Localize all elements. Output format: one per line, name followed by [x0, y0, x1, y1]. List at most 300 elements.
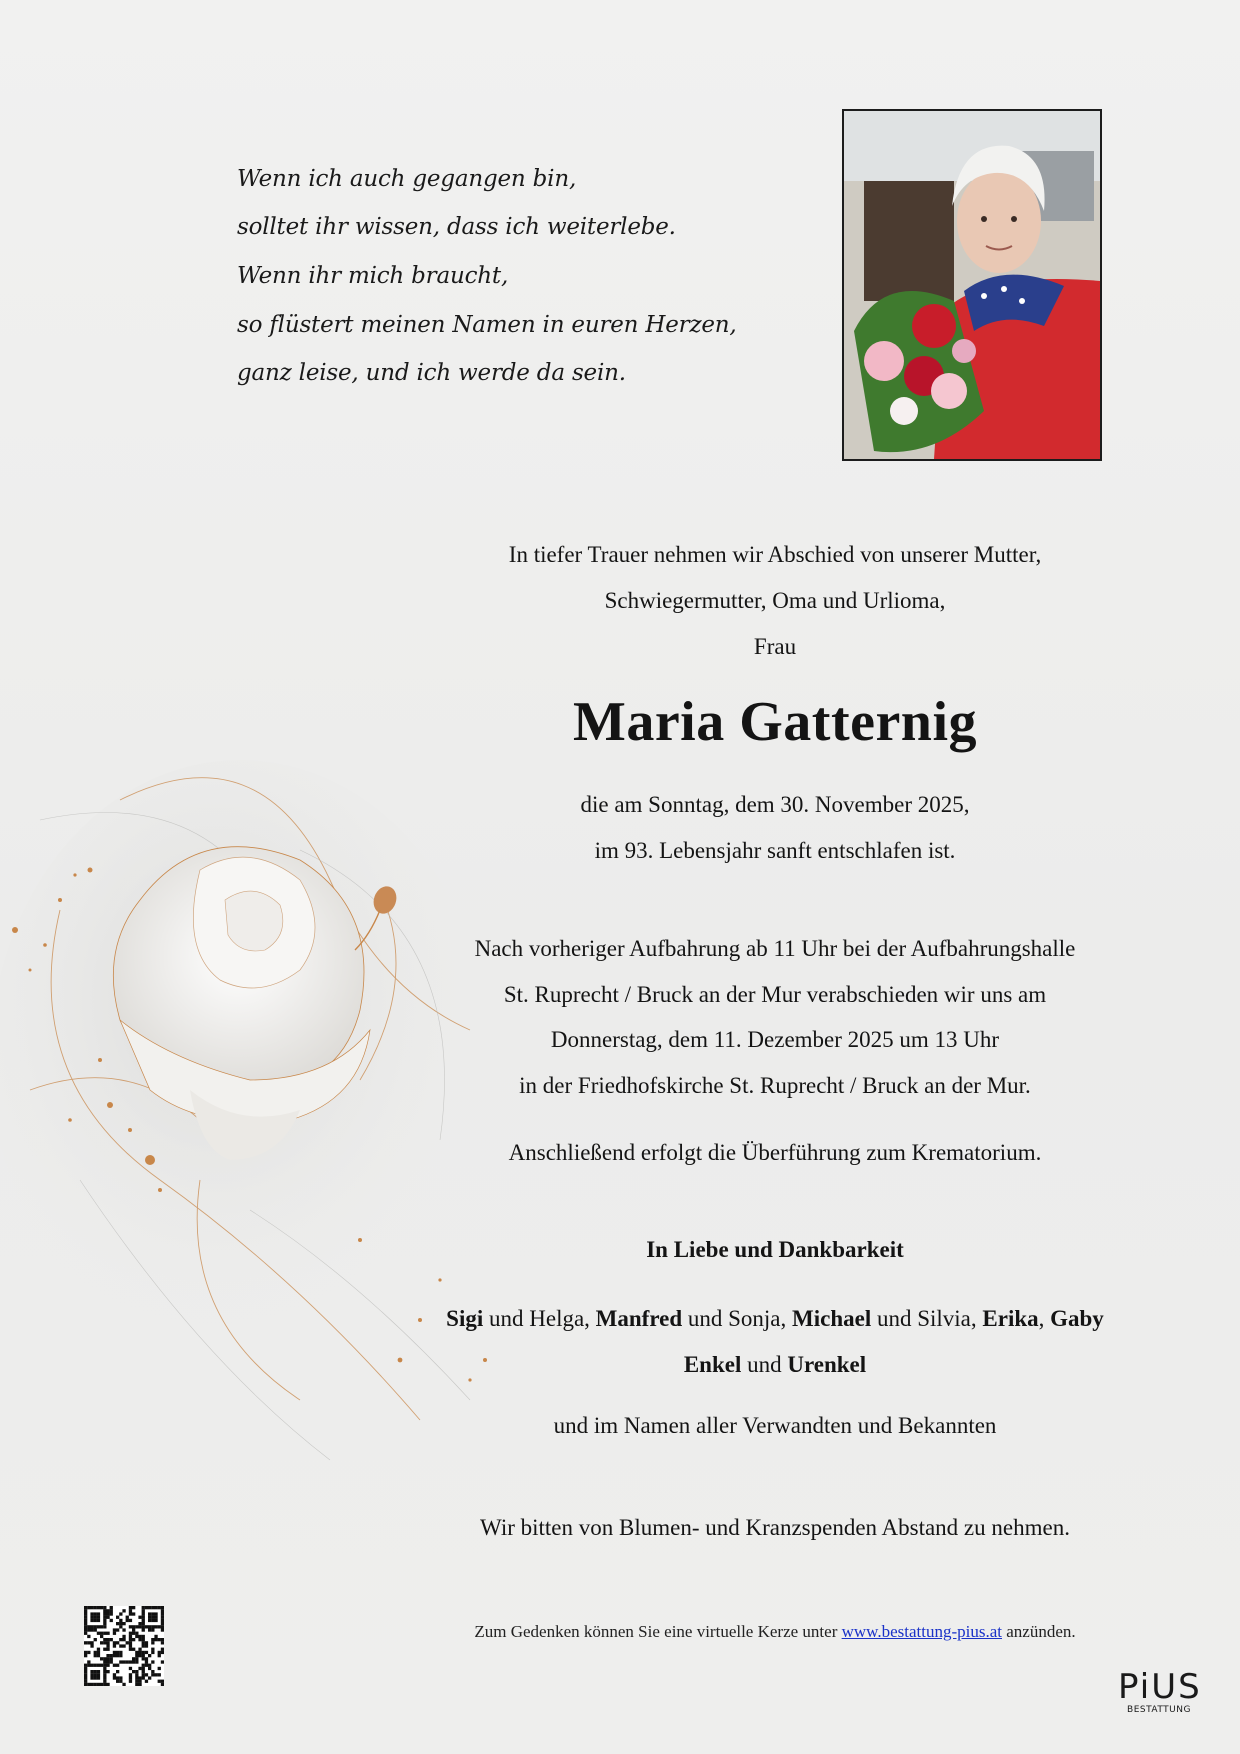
qr-code[interactable] [84, 1606, 164, 1686]
qr-module [94, 1654, 97, 1657]
qr-module [142, 1664, 145, 1667]
qr-module [94, 1670, 97, 1673]
qr-module [90, 1606, 93, 1609]
qr-module [106, 1632, 109, 1635]
qr-module [87, 1641, 90, 1644]
qr-module [145, 1680, 148, 1683]
qr-module [142, 1654, 145, 1657]
qr-module [84, 1628, 87, 1631]
qr-module [84, 1609, 87, 1612]
qr-module [116, 1641, 119, 1644]
qr-module [97, 1664, 100, 1667]
qr-module [103, 1619, 106, 1622]
qr-module [103, 1638, 106, 1641]
qr-module [87, 1628, 90, 1631]
qr-module [103, 1612, 106, 1615]
qr-module [129, 1667, 132, 1670]
qr-module [154, 1619, 157, 1622]
qr-module [129, 1680, 132, 1683]
qr-module [90, 1612, 93, 1615]
qr-module [103, 1673, 106, 1676]
family-name: Erika [982, 1306, 1039, 1331]
qr-module [135, 1651, 138, 1654]
qr-module [129, 1632, 132, 1635]
qr-module [145, 1651, 148, 1654]
qr-module [161, 1641, 164, 1644]
qr-module [129, 1606, 132, 1609]
qr-module [129, 1644, 132, 1647]
qr-module [103, 1667, 106, 1670]
family-connector: und Helga, [483, 1306, 596, 1331]
qr-module [116, 1622, 119, 1625]
family-connector: und [741, 1352, 788, 1377]
qr-module [113, 1628, 116, 1631]
qr-module [103, 1622, 106, 1625]
qr-module [90, 1673, 93, 1676]
qr-module [151, 1673, 154, 1676]
qr-module [119, 1660, 122, 1663]
qr-module [100, 1657, 103, 1660]
qr-module [103, 1670, 106, 1673]
qr-module [90, 1619, 93, 1622]
qr-module [142, 1676, 145, 1679]
qr-module [145, 1625, 148, 1628]
qr-module [90, 1683, 93, 1686]
qr-module [148, 1612, 151, 1615]
qr-module [113, 1641, 116, 1644]
qr-module [84, 1651, 87, 1654]
qr-module [84, 1664, 87, 1667]
qr-module [119, 1619, 122, 1622]
qr-module [90, 1628, 93, 1631]
death-info-line: im 93. Lebensjahr sanft entschlafen ist. [594, 838, 956, 863]
qr-module [94, 1673, 97, 1676]
qr-module [84, 1673, 87, 1676]
qr-module [161, 1651, 164, 1654]
qr-module [132, 1638, 135, 1641]
qr-module [103, 1680, 106, 1683]
qr-module [103, 1606, 106, 1609]
qr-module [142, 1619, 145, 1622]
qr-module [90, 1644, 93, 1647]
qr-module [103, 1683, 106, 1686]
qr-module [122, 1628, 125, 1631]
qr-module [148, 1625, 151, 1628]
qr-module [148, 1619, 151, 1622]
qr-module [145, 1641, 148, 1644]
qr-module [132, 1660, 135, 1663]
qr-module [142, 1635, 145, 1638]
qr-module [142, 1622, 145, 1625]
qr-module [161, 1609, 164, 1612]
qr-module [94, 1625, 97, 1628]
qr-module [154, 1606, 157, 1609]
qr-module [100, 1683, 103, 1686]
qr-module [97, 1683, 100, 1686]
qr-module [106, 1657, 109, 1660]
qr-module [110, 1609, 113, 1612]
portrait-photo [842, 109, 1102, 461]
qr-module [84, 1619, 87, 1622]
qr-module [135, 1680, 138, 1683]
deceased-name: Maria Gatternig [572, 691, 978, 753]
qr-module [110, 1606, 113, 1609]
qr-module [103, 1609, 106, 1612]
qr-module [158, 1606, 161, 1609]
qr-module [154, 1635, 157, 1638]
qr-module [97, 1676, 100, 1679]
qr-module [103, 1676, 106, 1679]
family-name: Enkel [683, 1352, 742, 1377]
qr-module [122, 1609, 125, 1612]
qr-module [119, 1625, 122, 1628]
qr-module [90, 1664, 93, 1667]
qr-module [97, 1670, 100, 1673]
qr-module [122, 1622, 125, 1625]
qr-module [151, 1651, 154, 1654]
qr-module [138, 1680, 141, 1683]
qr-module [87, 1660, 90, 1663]
qr-module [100, 1635, 103, 1638]
qr-module [122, 1644, 125, 1647]
poem-line: solltet ihr wissen, dass ich weiterlebe. [237, 214, 676, 240]
relatives-line: und im Namen aller Verwandten und Bekannten [553, 1413, 997, 1438]
qr-module [138, 1667, 141, 1670]
qr-module [145, 1606, 148, 1609]
qr-module [106, 1660, 109, 1663]
qr-module [142, 1651, 145, 1654]
qr-module [138, 1651, 141, 1654]
qr-module [110, 1660, 113, 1663]
qr-module [106, 1644, 109, 1647]
qr-module [158, 1673, 161, 1676]
qr-module [132, 1632, 135, 1635]
qr-module [142, 1670, 145, 1673]
logo-sub: BESTATTUNG [1127, 1705, 1191, 1715]
qr-module [135, 1660, 138, 1663]
qr-module [110, 1619, 113, 1622]
qr-module [142, 1644, 145, 1647]
qr-module [100, 1641, 103, 1644]
qr-module [94, 1628, 97, 1631]
qr-module [151, 1660, 154, 1663]
qr-module [161, 1648, 164, 1651]
qr-module [90, 1616, 93, 1619]
qr-module [119, 1651, 122, 1654]
family-connector: und Sonja, [682, 1306, 793, 1331]
qr-module [161, 1625, 164, 1628]
qr-module [161, 1680, 164, 1683]
qr-module [87, 1635, 90, 1638]
qr-module [116, 1676, 119, 1679]
qr-module [90, 1641, 93, 1644]
qr-module [129, 1625, 132, 1628]
qr-module [138, 1683, 141, 1686]
qr-module [106, 1612, 109, 1615]
qr-module [135, 1657, 138, 1660]
qr-module [84, 1667, 87, 1670]
qr-module [113, 1632, 116, 1635]
qr-module [142, 1638, 145, 1641]
qr-module [97, 1673, 100, 1676]
qr-module [94, 1683, 97, 1686]
qr-module [142, 1609, 145, 1612]
qr-module [119, 1638, 122, 1641]
qr-module [154, 1625, 157, 1628]
poem-line: so flüstert meinen Namen in euren Herzen, [237, 312, 737, 338]
qr-module [138, 1676, 141, 1679]
qr-module [94, 1676, 97, 1679]
qr-module [142, 1673, 145, 1676]
family-line [380, 1306, 1170, 1332]
qr-module [84, 1625, 87, 1628]
qr-module [151, 1616, 154, 1619]
qr-module [103, 1632, 106, 1635]
qr-module [116, 1670, 119, 1673]
qr-module [138, 1654, 141, 1657]
qr-module [154, 1612, 157, 1615]
family-name: Urenkel [787, 1352, 867, 1377]
qr-module [100, 1625, 103, 1628]
qr-module [84, 1641, 87, 1644]
qr-module [138, 1616, 141, 1619]
qr-module [97, 1606, 100, 1609]
family-connector: , [1038, 1306, 1051, 1331]
flower-request: Wir bitten von Blumen- und Kranzspenden Abstand zu nehmen. [480, 1515, 1070, 1540]
qr-module [84, 1676, 87, 1679]
qr-module [129, 1673, 132, 1676]
qr-module [103, 1616, 106, 1619]
qr-module [106, 1654, 109, 1657]
qr-module [90, 1670, 93, 1673]
pius-logo [1118, 1667, 1202, 1732]
qr-module [142, 1628, 145, 1631]
family-line [380, 1352, 1170, 1378]
qr-module [151, 1628, 154, 1631]
qr-module [142, 1616, 145, 1619]
qr-module [148, 1628, 151, 1631]
qr-module [87, 1683, 90, 1686]
qr-module [106, 1609, 109, 1612]
qr-module [84, 1616, 87, 1619]
qr-module [116, 1651, 119, 1654]
qr-module [151, 1641, 154, 1644]
qr-module [119, 1612, 122, 1615]
qr-module [132, 1612, 135, 1615]
qr-module [84, 1680, 87, 1683]
qr-module [135, 1673, 138, 1676]
qr-module [113, 1651, 116, 1654]
qr-module [84, 1612, 87, 1615]
qr-module [116, 1664, 119, 1667]
qr-module [161, 1638, 164, 1641]
qr-module [119, 1654, 122, 1657]
qr-module [97, 1632, 100, 1635]
qr-module [129, 1641, 132, 1644]
qr-module [90, 1625, 93, 1628]
qr-module [151, 1648, 154, 1651]
qr-module [135, 1625, 138, 1628]
intro-line: In tiefer Trauer nehmen wir Abschied von unserer Mutter, [508, 542, 1042, 567]
qr-module [122, 1683, 125, 1686]
qr-module [119, 1622, 122, 1625]
qr-module [97, 1651, 100, 1654]
qr-module [148, 1667, 151, 1670]
family-connector: und Silvia, [871, 1306, 983, 1331]
qr-module [158, 1667, 161, 1670]
qr-module [122, 1635, 125, 1638]
qr-module [161, 1622, 164, 1625]
qr-module [126, 1660, 129, 1663]
qr-module [97, 1654, 100, 1657]
qr-module [145, 1644, 148, 1647]
qr-module [148, 1664, 151, 1667]
qr-module [113, 1654, 116, 1657]
qr-module [148, 1654, 151, 1657]
qr-module [94, 1651, 97, 1654]
qr-module [145, 1673, 148, 1676]
family-name: Manfred [595, 1306, 683, 1331]
qr-module [142, 1641, 145, 1644]
qr-module [126, 1616, 129, 1619]
website-link[interactable]: www.bestattung-pius.at [841, 1622, 1002, 1641]
qr-module [113, 1676, 116, 1679]
qr-module [87, 1651, 90, 1654]
qr-module [151, 1612, 154, 1615]
qr-module [94, 1638, 97, 1641]
qr-module [122, 1660, 125, 1663]
qr-module [135, 1670, 138, 1673]
qr-module [151, 1638, 154, 1641]
footer-prefix: Zum Gedenken können Sie eine virtuelle Kerze unter [474, 1622, 838, 1641]
qr-module [126, 1641, 129, 1644]
qr-module [103, 1660, 106, 1663]
qr-module [158, 1651, 161, 1654]
qr-module [84, 1654, 87, 1657]
qr-module [103, 1664, 106, 1667]
qr-module [132, 1625, 135, 1628]
qr-module [97, 1648, 100, 1651]
qr-module [148, 1606, 151, 1609]
qr-module [100, 1606, 103, 1609]
qr-module [106, 1664, 109, 1667]
qr-module [148, 1616, 151, 1619]
poem-line: Wenn ich auch gegangen bin, [237, 166, 577, 192]
qr-module [129, 1619, 132, 1622]
qr-module [84, 1606, 87, 1609]
qr-module [135, 1676, 138, 1679]
footer-suffix: anzünden. [1006, 1622, 1076, 1641]
qr-module [97, 1619, 100, 1622]
qr-module [94, 1606, 97, 1609]
qr-module [135, 1683, 138, 1686]
death-info-line: die am Sonntag, dem 30. November 2025, [580, 792, 970, 817]
qr-module [106, 1638, 109, 1641]
qr-module [103, 1657, 106, 1660]
qr-module [158, 1638, 161, 1641]
qr-module [132, 1648, 135, 1651]
qr-module [84, 1632, 87, 1635]
family-name: Michael [792, 1306, 872, 1331]
qr-module [129, 1609, 132, 1612]
qr-module [84, 1622, 87, 1625]
qr-module [84, 1683, 87, 1686]
qr-module [103, 1648, 106, 1651]
qr-module [100, 1632, 103, 1635]
qr-module [87, 1625, 90, 1628]
qr-code-graphic [84, 1606, 164, 1686]
qr-module [161, 1616, 164, 1619]
qr-module [106, 1641, 109, 1644]
qr-module [161, 1660, 164, 1663]
qr-module [154, 1673, 157, 1676]
qr-module [142, 1625, 145, 1628]
qr-module [154, 1638, 157, 1641]
qr-module [103, 1641, 106, 1644]
qr-module [129, 1676, 132, 1679]
qr-module [129, 1612, 132, 1615]
qr-module [138, 1635, 141, 1638]
qr-module [110, 1657, 113, 1660]
qr-module [158, 1680, 161, 1683]
qr-module [110, 1654, 113, 1657]
qr-module [129, 1660, 132, 1663]
qr-module [161, 1606, 164, 1609]
qr-module [132, 1657, 135, 1660]
qr-module [100, 1664, 103, 1667]
qr-module [142, 1606, 145, 1609]
poem-line: ganz leise, und ich werde da sein. [237, 360, 626, 386]
transfer-note: Anschließend erfolgt die Überführung zum Krematorium. [508, 1140, 1042, 1165]
qr-module [113, 1644, 116, 1647]
qr-module [142, 1657, 145, 1660]
qr-module [119, 1676, 122, 1679]
qr-module [158, 1654, 161, 1657]
qr-module [94, 1616, 97, 1619]
qr-module [126, 1619, 129, 1622]
qr-module [116, 1680, 119, 1683]
qr-module [158, 1625, 161, 1628]
qr-module [151, 1625, 154, 1628]
qr-module [116, 1628, 119, 1631]
qr-module [122, 1638, 125, 1641]
qr-module [97, 1625, 100, 1628]
qr-module [97, 1612, 100, 1615]
intro-line: Frau [753, 634, 797, 659]
qr-module [138, 1648, 141, 1651]
qr-module [87, 1606, 90, 1609]
qr-module [129, 1638, 132, 1641]
poem-line: Wenn ihr mich braucht, [237, 263, 509, 289]
qr-module [135, 1635, 138, 1638]
family-name: Sigi [446, 1306, 484, 1331]
qr-module [113, 1673, 116, 1676]
qr-module [113, 1664, 116, 1667]
ceremony-line: St. Ruprecht / Bruck an der Mur verabschieden wir uns am [503, 982, 1047, 1007]
intro-line: Schwiegermutter, Oma und Urlioma, [604, 588, 946, 613]
qr-module [138, 1625, 141, 1628]
qr-module [94, 1619, 97, 1622]
qr-module [116, 1654, 119, 1657]
qr-module [132, 1628, 135, 1631]
qr-module [106, 1670, 109, 1673]
gratitude-heading: In Liebe und Dankbarkeit [646, 1237, 904, 1262]
qr-module [135, 1632, 138, 1635]
qr-module [110, 1612, 113, 1615]
qr-module [161, 1683, 164, 1686]
qr-module [135, 1654, 138, 1657]
qr-module [129, 1648, 132, 1651]
